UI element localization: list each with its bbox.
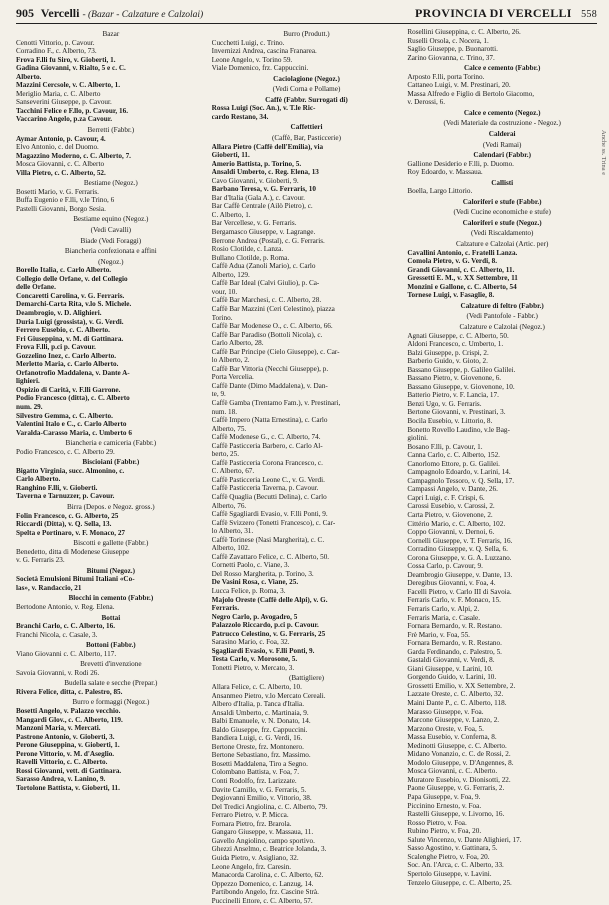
directory-entry: Torino. — [211, 313, 233, 322]
directory-entry: num. 29. — [16, 402, 43, 411]
directory-entry: Leone Angelo, frz. Caresin. — [211, 862, 292, 871]
directory-entry: Perone Giuseppina, v. Gioberti, 1. — [16, 741, 120, 750]
directory-entry: Mosca Giovanni, c. C. Alberto — [16, 160, 105, 169]
directory-entry: Bosetti Angelo, v. Palazzo vecchio. — [16, 707, 121, 716]
directory-entry: lo Alberto, 2. — [211, 356, 250, 365]
directory-entry: Tacchini Felice e F.llo, p. Cavour, 16. — [16, 106, 129, 115]
directory-entry: De Vasini Rosa, c. Viane, 25. — [211, 578, 299, 587]
directory-entry: Amerio Battista, p. Torino, 5. — [211, 159, 302, 168]
directory-entry: Aymar Antonio, p. Cavour, 4. — [16, 134, 106, 143]
directory-entry: Partibondo Angelo, frz. Cascine Strà. — [211, 888, 319, 897]
category-heading: Biscioiani (Fabbr.) — [82, 458, 140, 467]
directory-entry: Ranghino F.lli, v. Gioberti. — [16, 483, 98, 492]
category-heading: Birra (Depos. e Negoz. gross.) — [67, 502, 155, 511]
directory-entry: Deregibus Giovanni, v. Foa, 4. — [407, 579, 496, 588]
directory-entry: Bosano F.lli, p. Cavour, 1. — [407, 442, 483, 451]
directory-entry: Alberto, 75. — [211, 424, 247, 433]
directory-entry: Sgagliardi Evasio, v. F.lli Ponti, 9. — [211, 646, 315, 655]
directory-entry: Varalda-Carasso Maria, c. Umberto 6 — [16, 428, 132, 437]
directory-entry: Bonetto Rovello Laudino, v.le Bag- — [407, 425, 510, 434]
directory-entry: Caffè Pasticceria Taverna, p. Cavour. — [211, 484, 319, 493]
directory-entry: Testa Carlo, v. Morosone, 5. — [211, 655, 298, 664]
directory-entry: Orfanotrofio Maddalena, v. Dante A- — [16, 368, 130, 377]
directory-entry: Bassano Giuseppe, p. Galileo Galilei. — [407, 365, 516, 374]
directory-entry: Guida Pietro, v. Asigliano, 32. — [211, 853, 299, 862]
directory-entry: Del Tredici Angiolina, c. C. Alberto, 79. — [211, 802, 328, 811]
directory-entry: Gioberti, 11. — [211, 151, 250, 160]
directory-entry: Cucchetti Luigi, c. Trino. — [211, 38, 285, 47]
directory-entry: Comola Pietro, v. G. Verdi, 8. — [407, 257, 498, 266]
margin-note: Anche ss. Trina e — [600, 130, 607, 176]
directory-entry: Ospizio di Carità, v. F.lli Garrone. — [16, 385, 121, 394]
directory-entry: Bassano Pietro, v. Giovenone, 6. — [407, 374, 502, 383]
directory-entry: Benedetto, ditta di Modenese Giuseppe — [16, 547, 130, 556]
directory-entry: Davite Camillo, v. G. Ferraris, 5. — [211, 785, 307, 794]
directory-entry: Mazzini Cercsole, v. C. Alberto, 1. — [16, 81, 121, 90]
directory-entry: Caffè Bar Marchesi, c. C. Alberto, 28. — [211, 296, 322, 305]
category-heading: (Vedi Cavalli) — [90, 226, 132, 235]
province-title: PROVINCIA DI VERCELLI — [415, 6, 572, 20]
directory-entry: Valentini Italo e C., c. Carlo Alberto — [16, 420, 127, 429]
directory-entry: Savoia Giovanni, v. Rodi 26. — [16, 668, 100, 677]
directory-entry: Silvestro Gemma, c. C. Alberto. — [16, 411, 113, 420]
directory-entry: Ravelli Vittorio, c. C. Alberto. — [16, 758, 108, 767]
directory-entry: Degiovanni Emilio, v. Vittorio, 38. — [211, 794, 312, 803]
directory-entry: Maini Dante P., c. C. Alberto, 118. — [407, 699, 507, 708]
directory-entry: Caffè Sgagliardi Evasio, v. F.lli Ponti, 9. — [211, 510, 328, 519]
category-heading: Calzature e Calzolai (Artic. per) — [455, 240, 549, 249]
directory-entry: Caffè Bar Vittoria (Necchi Giuseppe), p. — [211, 364, 329, 373]
directory-entry: Marcone Giuseppe, v. Lanzo, 2. — [407, 716, 500, 725]
directory-entry: Concaretti Carolina, v. G. Ferraris. — [16, 291, 125, 300]
directory-entry: Soc. An. l'Arca, c. C. Alberto, 33. — [407, 861, 504, 870]
directory-entry: Sarasino Mario, c. Foa, 32. — [211, 638, 290, 647]
directory-entry: Baldo Giuseppe, frz. Cappuccini. — [211, 725, 308, 734]
directory-entry: Collegio delle Orfane, v. del Collegio — [16, 274, 128, 283]
directory-entry: num. 18. — [211, 407, 238, 416]
directory-entry: Caffè Gamba (Trentamo Fam.), v. Prestinari, — [211, 398, 341, 407]
directory-entry: Rosio Clotilde, c. Lanza. — [211, 245, 284, 254]
directory-entry: te, 9. — [211, 390, 226, 399]
directory-entry: Facelli Pietro, v. Carlo III di Savoia. — [407, 587, 512, 596]
directory-entry: Giani Giuseppe, v. Larini, 10. — [407, 664, 493, 673]
directory-entry: Leone Angelo, v. Torino 59. — [211, 55, 293, 64]
directory-entry: Bassano Giuseppe, v. Giovenone, 10. — [407, 382, 515, 391]
directory-entry: Puccinelli Ettore, c. C. Alberto, 57. — [211, 896, 313, 905]
directory-entry: Rastelli Giuseppe, v. Livorno, 16. — [407, 810, 505, 819]
directory-entry: Marasso Giuseppe, v. Foa. — [407, 707, 484, 716]
directory-entry: Balbi Emanuele, v. N. Donato, 14. — [211, 717, 311, 726]
directory-entry: Merletto Maria, c. Carlo Alberto. — [16, 360, 119, 369]
category-heading: Blocchi in cemento (Fabbr.) — [68, 594, 154, 603]
directory-entry: Bosetti Mario, v. G. Ferraris. — [16, 187, 99, 196]
directory-entry: Agnati Giuseppe, c. C. Alberto, 50. — [407, 331, 509, 340]
directory-entry: Cornelli Giuseppe, v. T. Ferraris, 16. — [407, 536, 513, 545]
directory-entry: Porta Vercelia. — [211, 373, 254, 382]
directory-entry: Papa Giuseppe, v. Foa, 9. — [407, 793, 481, 802]
page-number: 905 — [16, 6, 34, 20]
directory-entry: Manzoni Maria, v. Mercati. — [16, 724, 101, 733]
directory-entry: Lazzate Oreste, c. C. Alberto, 32. — [407, 690, 504, 699]
directory-entry: Cattaneo Luigi, v. M. Prestinari, 20. — [407, 81, 511, 90]
directory-entry: Viale Domenico, frz. Cappuccini. — [211, 64, 309, 73]
directory-entry: Caffè Zavattaro Felice, c. C. Alberto, 50. — [211, 552, 330, 561]
directory-entry: Bertodone Antonio, v. Reg. Elena. — [16, 603, 115, 611]
directory-entry: Tortolone Battista, v. Gioberti, 11. — [16, 783, 120, 792]
directory-entry: Medinotti Giuseppe, c. C. Alberto. — [407, 741, 507, 750]
directory-entry: Riccardi (Ditta), v. Q. Sella, 13. — [16, 520, 112, 529]
directory-entry: Monzini e Gallone, c. C. Alberto, 54 — [407, 282, 517, 291]
directory-entry: Bertone Oreste, frz. Montonero. — [211, 742, 304, 751]
directory-entry: Caffè Pasticceria Barbero, c. Carlo Al- — [211, 441, 323, 450]
columns-container — [16, 28, 597, 905]
directory-entry: Sasso Agostino, v. Gattinara, 5. — [407, 844, 498, 853]
directory-entry: v. G. Ferraris 23. — [16, 556, 65, 565]
directory-entry: Scalenghe Pietro, v. Foa, 20. — [407, 852, 490, 861]
category-heading: Calce e cemento (Fabbr.) — [463, 64, 541, 73]
directory-entry: Bertone Giovanni, v. Prestinari, 3. — [407, 408, 506, 417]
directory-entry: Capri Luigi, c. F. Crispi, 6. — [407, 493, 485, 502]
directory-entry: Garda Ferdinando, c. Palestro, 5. — [407, 647, 502, 656]
directory-entry: Corradino Giuseppe, v. Q. Sella, 6. — [407, 545, 508, 554]
header-right — [415, 6, 597, 21]
directory-entry: Frova F.lli, p.ci p. Cavour. — [16, 343, 96, 352]
directory-entry: Cavallini Antonio, c. Fratelli Lanza. — [407, 248, 518, 257]
directory-entry: Ansanmeo Pietro, v.lo Mercato Cereali. — [211, 691, 326, 700]
directory-entry: Caffè Bar Paradiso (Bottoli Nicola), c. — [211, 330, 323, 339]
directory-entry: Società Emulsioni Bitumi Italiani «Co- — [16, 575, 135, 584]
directory-entry: vour, 10. — [211, 287, 238, 296]
directory-entry: Caffè Dante (Dimo Maddalena), v. Dan- — [211, 381, 328, 390]
directory-entry: Ansaldi Umberto, c. Reg. Elena, 13 — [211, 168, 319, 177]
directory-entry: Piccinino Ernesto, v. Foa. — [407, 801, 482, 810]
category-heading: Caffettieri — [290, 123, 323, 132]
city-name: Vercelli — [40, 6, 80, 20]
directory-entry: Rivera Felice, ditta, c. Palestro, 85. — [16, 687, 123, 696]
directory-entry: Caffè Modenese G., c. C. Alberto, 74. — [211, 433, 321, 442]
column-2 — [212, 28, 402, 905]
directory-entry: Vaccarino Angelo, p.za Cavour. — [16, 115, 113, 124]
directory-entry: Tonetti Pietro, v. Mercato, 3. — [211, 663, 295, 672]
directory-entry: Coppo Giovanni, v. Dernoi, 6. — [407, 528, 495, 537]
directory-entry: Barberio Guido, v. Gioto, 2. — [407, 357, 488, 366]
directory-entry: Bergamasco Giuseppe, v. Lagrange. — [211, 228, 316, 237]
directory-entry: Salute Vincenzo, v. Dante Alighieri, 17. — [407, 835, 522, 844]
directory-entry: Magazzino Moderno, c. C. Alberto, 7. — [16, 151, 131, 160]
directory-entry: Folin Francesco, c. G. Alberto, 25 — [16, 511, 119, 520]
directory-entry: Caffè Torinese (Nasi Margherita), c. C. — [211, 535, 325, 544]
directory-entry: Rosso Pietro, v. Foa. — [407, 818, 467, 827]
category-heading: Bestiame (Negoz.) — [83, 179, 138, 188]
directory-entry: Alberto, 102. — [211, 544, 250, 553]
directory-entry: Caffè Pasticceria Leone C., v. G. Verdi. — [211, 475, 325, 484]
directory-entry: Bullano Clotilde, p. Roma. — [211, 253, 290, 262]
directory-entry: Bosetti Maddalena, Tiro a Segno. — [211, 759, 308, 768]
directory-entry: Borello Italia, c. Carlo Alberto. — [16, 266, 112, 275]
category-heading: (Vedi Materiale da costruzione - Negoz.) — [443, 119, 561, 128]
directory-entry: lo Alberto, 31. — [211, 527, 254, 536]
directory-entry: Mangardi Glov., c. C. Alberto, 119. — [16, 715, 123, 724]
directory-entry: Gressetti E. M., v. XX Settembre, 11 — [407, 274, 518, 283]
category-heading: Caloriferi e stufe (Negoz.) — [462, 218, 542, 227]
directory-entry: Spertolo Giuseppe, v. Lavini. — [407, 869, 492, 878]
directory-entry: Duria Luigi (grossista), v. G. Verdi. — [16, 317, 124, 326]
category-heading: (Vedi Riscaldamento) — [470, 229, 534, 238]
directory-entry: Saglio Giuseppe, p. Buonarotti. — [407, 45, 498, 54]
directory-entry: Bar Caffè Centrale (Ailò Pietro), c. — [211, 202, 313, 211]
category-heading: Callisti — [491, 178, 514, 187]
directory-entry: Pastrone Antonio, v. Gioberti, 3. — [16, 732, 115, 741]
directory-entry: Frova F.lli fu Siro, v. Gioberti, 1. — [16, 55, 116, 64]
page-header — [16, 6, 597, 24]
directory-entry: Podio Francesco, c. C. Alberto 29. — [16, 447, 115, 456]
directory-entry: Bar d'Italia (Gala A.), c. Cavour. — [211, 193, 305, 202]
directory-entry: Rossi Giovanni, vett. di Gattinara. — [16, 766, 122, 775]
directory-entry: Caffè Bar Principe (Cielo Giuseppe), c. Car- — [211, 347, 340, 356]
directory-entry: Caffè Bar Ideal (Calvi Giulio), p. Ca- — [211, 279, 320, 288]
directory-entry: Allara Pietro (Caffè dell'Emilia), via — [211, 142, 324, 151]
category-heading: Calderai — [488, 130, 516, 139]
column-3 — [407, 28, 597, 905]
directory-entry: Gozzelino Inez, c. Carlo Alberto. — [16, 351, 117, 360]
directory-entry: Oppezzo Domenico, c. Lanzug, 14. — [211, 879, 314, 888]
category-heading: Burro (Produtt.) — [283, 30, 330, 38]
directory-entry: Bandiera Luigi, c. G. Verdi, 16. — [211, 734, 303, 743]
directory-entry: Carta Pietro, v. Giovenone, 2. — [407, 510, 493, 519]
directory-entry: Colombano Battista, v. Foa, 7. — [211, 768, 300, 777]
directory-entry: Bocila Eusebio, v. Littorio, 8. — [407, 416, 493, 425]
directory-entry: Boella, Largo Littorio. — [407, 187, 473, 196]
directory-entry: Caffè Bar Mazzini (Ceri Celestino), piazza — [211, 304, 335, 313]
directory-entry: Cornetti Paolo, c. Viane, 3. — [211, 561, 290, 570]
directory-entry: Aldoni Francesco, c. Umberto, 1. — [407, 340, 504, 349]
directory-entry: Tornese Luigi, v. Fasaglie, 8. — [407, 291, 495, 300]
category-heading: Caffè (Fabbr. Surrogati di) — [265, 95, 348, 104]
directory-entry: lighieri. — [16, 377, 40, 386]
directory-entry: Sarasso Andrea, v. Lanino, 9. — [16, 775, 106, 784]
directory-entry: Gastaldi Giovanni, v. Verdi, 8. — [407, 656, 495, 665]
category-heading: Brevetti d'invenzione — [80, 660, 142, 669]
category-heading: Calzature di feltro (Fabbr.) — [460, 301, 544, 310]
directory-entry: Bertone Sebastiano, frz. Massimo. — [211, 751, 311, 760]
directory-entry: Gadina Giovanni, v. Rialto, 5 e c. C. — [16, 64, 126, 73]
directory-entry: Podio Francesco (ditta), c. C. Alberto — [16, 394, 130, 403]
directory-entry: Cavo Giovanni, v. Gioberti, 9. — [211, 176, 299, 185]
category-heading: Caloriferi e stufe (Fabbr.) — [462, 197, 542, 206]
directory-entry: Ferrero Eusebio, c. C. Alberto. — [16, 326, 110, 335]
directory-entry: Tenzelo Giuseppe, c. C. Alberto, 25. — [407, 878, 512, 887]
directory-entry: Palazzolo Riccardo, p.ci p. Cavour. — [211, 621, 319, 630]
directory-entry: Carlo Alberto. — [16, 475, 61, 484]
directory-entry: Carossi Eusebio, v. Carossi, 2. — [407, 502, 495, 511]
directory-entry: Conti Rodolfo, frz. Larizzate. — [211, 777, 297, 786]
category-heading: (Vedi Pantofole - Fabbr.) — [466, 312, 538, 321]
directory-entry: Paone Giuseppe, v. G. Ferraris, 2. — [407, 784, 505, 793]
category-heading: Calzature e Calzolai (Negoz.) — [459, 322, 545, 331]
directory-entry: Cenotti Vittorio, p. Cavour. — [16, 38, 95, 47]
directory-entry: Fornara Bernardo, v. R. Restano. — [407, 639, 502, 648]
category-heading: Bottoni (Fabbr.) — [86, 641, 136, 650]
directory-entry: Ferraris Maria, c. Casale. — [407, 613, 480, 622]
directory-entry: Villa Pietro, c. C. Alberto, 52. — [16, 168, 106, 177]
directory-entry: Balzi Giuseppe, p. Crispi, 2. — [407, 348, 489, 357]
directory-entry: Gavello Angiolino, campo sportivo. — [211, 836, 315, 845]
category-heading: Burro e formaggi (Negoz.) — [72, 698, 150, 707]
directory-entry: Caffè Bar Modenese O., c. C. Alberto, 66. — [211, 322, 333, 331]
directory-entry: Caffè Pasticceria Corona Francesco, c. — [211, 458, 323, 467]
directory-entry: Deambrogio, v. D. Alighieri. — [16, 308, 102, 317]
category-heading: Biancheria confezionata e affini — [64, 247, 157, 256]
directory-entry: Branchi Carlo, c. C. Alberto, 16. — [16, 622, 116, 631]
category-heading: Biancheria e camiceria (Fabbr.) — [65, 439, 157, 448]
category-heading: Calce e cemento (Negoz.) — [463, 108, 541, 117]
directory-entry: Elvo Antonio, c. del Duomo. — [16, 143, 99, 152]
column-1 — [16, 28, 206, 905]
directory-entry: Patrucco Celestino, v. G. Ferraris, 25 — [211, 629, 326, 638]
directory-entry: Caffè Quaglia (Becutti Delina), c. Carlo — [211, 492, 327, 501]
category-heading: (Caffè, Bar, Pasticcerie) — [271, 134, 342, 143]
header-left — [16, 6, 203, 21]
directory-entry: Frè Mario, v. Foa, 55. — [407, 630, 470, 639]
directory-entry: Fri Giuseppina, v. M. di Gattinara. — [16, 334, 124, 343]
directory-entry: Ansaldi Umberto, c. Martinaia, 9. — [211, 708, 309, 717]
directory-entry: C. Alberto, 67. — [211, 467, 255, 476]
directory-entry: Alberto, 129. — [211, 270, 250, 279]
directory-entry: Sanseverini Giuseppe, p. Cavour. — [16, 98, 112, 107]
directory-entry: Campassi Angelo, v. Dante, 26. — [407, 485, 498, 494]
directory-entry: Modolo Giuseppe, v. D'Angennes, 8. — [407, 758, 514, 767]
directory-entry: Lucca Felice, p. Roma, 3. — [211, 587, 286, 595]
header-subtitle: - (Bazar - Calzature e Calzolai) — [82, 10, 204, 20]
category-heading: Budella salate e secche (Prepar.) — [64, 679, 158, 688]
directory-entry: Carlo Alberto, 28. — [211, 339, 264, 348]
directory-entry: v. Derossi, 6. — [407, 98, 446, 107]
directory-entry: Ruselli Orsola, c. Nocera, 1. — [407, 36, 489, 45]
directory-entry: Benzi Ugo, v. G. Ferraris. — [407, 399, 482, 408]
directory-entry: Spelta e Portinaro, v. F. Monaco, 27 — [16, 528, 126, 537]
category-heading: (Negoz.) — [98, 257, 124, 266]
directory-entry: Viano Giovanni c. C. Alberto, 117. — [16, 649, 117, 658]
directory-entry: Taverna e Tarnuzzer, p. Cavour. — [16, 492, 115, 501]
directory-entry: Rossa Luigi (Soc. An.), v. T.le Ric- — [211, 104, 316, 113]
directory-entry: Gallione Desiderio e F.lli, p. Duomo. — [407, 159, 514, 168]
directory-entry: Invernizzi Andrea, cascina Franarea. — [211, 47, 317, 56]
directory-entry: Barbano Teresa, v. G. Ferraris, 10 — [211, 185, 316, 194]
category-heading: (Vedi Cucine economiche e stufe) — [453, 208, 551, 217]
directory-entry: Muratore Eusebio, v. Dionisotti, 22. — [407, 775, 511, 784]
directory-entry: Bar Vercellese, v. G. Ferraris. — [211, 219, 297, 228]
category-heading: (Battigliere) — [288, 674, 325, 683]
directory-entry: Canorlomo Ettore, p. G. Galilei. — [407, 459, 500, 468]
directory-entry: Campagnolo Tessoro, v. Q. Sella, 17. — [407, 476, 515, 485]
directory-entry: las», v. Randaccio, 21 — [16, 583, 82, 592]
category-heading: (Vedi Corna e Pollame) — [272, 85, 341, 94]
category-heading: (Vedi Ramai) — [482, 140, 522, 149]
directory-entry: Ferraris Carlo, v. Alpi, 2. — [407, 605, 480, 613]
category-heading: Caciolagione (Negoz.) — [273, 74, 340, 83]
directory-entry: Berrone Andrea (Postal), c. G. Ferraris. — [211, 236, 325, 245]
category-heading: Biade (Vedi Foraggi) — [80, 236, 142, 245]
directory-entry: Ferraris Carlo, v. F. Monaco, 15. — [407, 596, 501, 605]
directory-entry: Corona Giuseppe, v. G. A. Luzzano. — [407, 553, 512, 562]
directory-entry: Rosellini Giuseppina, c. C. Alberto, 26. — [407, 28, 521, 36]
directory-entry: Gorgendo Guido, v. Larini, 10. — [407, 673, 497, 682]
directory-entry: Alberto, 76. — [211, 501, 247, 510]
directory-entry: Ferraro Pietro, v. P. Micca. — [211, 811, 289, 820]
directory-entry: Demarchi-Carta Rita, v.lo S. Michele. — [16, 300, 132, 309]
directory-entry: Bigatto Virginia, succ. Almonino, c. — [16, 466, 125, 475]
directory-entry: Caffè Adua (Zanoli Mario), c. Carlo — [211, 262, 316, 271]
directory-entry: Arposto F.lli, porta Torino. — [407, 72, 485, 81]
directory-entry: Campagnolo Edoardo, v. Larini, 14. — [407, 468, 511, 477]
directory-entry: Mosca Giovanni, c. C. Alberto. — [407, 767, 498, 776]
directory-entry: Pastelli Giovanni, Borgo Sesia. — [16, 204, 106, 213]
category-heading: Biscotti e gallette (Fabbr.) — [73, 539, 149, 548]
directory-entry: Buffa Eugenio e F.lli, v.le Trino, 6 — [16, 196, 115, 205]
directory-entry: Caffè Svizzero (Tonetti Francesco), c. Car- — [211, 518, 336, 527]
directory-entry: Grandi Giovanni, c. C. Alberto, 11. — [407, 265, 515, 274]
right-page-number: 558 — [581, 9, 597, 20]
directory-entry: Canna Carlo, c. C. Alberto, 152. — [407, 451, 500, 460]
directory-entry: Meriglio Maria, c. C. Alberto — [16, 89, 101, 98]
directory-entry: Negro Carlo, p. Avogadro, 5 — [211, 612, 298, 621]
directory-entry: Cossa Carlo, p. Cavour, 9. — [407, 562, 483, 571]
directory-entry: Allara Felice, c. C. Alberto, 10. — [211, 683, 302, 692]
directory-entry: Fornara Bernardo, v. R. Restano. — [407, 622, 502, 631]
directory-entry: C. Alberto, 1. — [211, 210, 251, 219]
directory-entry: Gangaro Giuseppe, v. Massaua, 11. — [211, 828, 314, 837]
directory-entry: Rubino Pietro, v. Foa, 20. — [407, 827, 482, 836]
directory-entry: Massa Alfredo e Figlio di Bertolo Giacomo, — [407, 89, 535, 98]
directory-entry: Zarino Giovanna, c. Trino, 37. — [407, 53, 495, 62]
category-heading: Calendari (Fabbr.) — [473, 151, 531, 160]
directory-entry: Ghezzi Anselmo, c. Beatrice Jolanda, 3. — [211, 845, 327, 854]
category-heading: Bestiame equino (Negoz.) — [73, 215, 149, 224]
directory-entry: Cittério Mario, c. C. Alberto, 102. — [407, 519, 506, 528]
directory-entry: delle Orfane. — [16, 283, 56, 292]
directory-entry: Roy Edoardo, v. Massaua. — [407, 168, 483, 177]
directory-entry: Fornara Pietro, frz. Brarola. — [211, 819, 292, 828]
directory-entry: Caffè Impero (Natta Ernestina), c. Carlo — [211, 416, 328, 425]
category-heading: Bazar — [102, 30, 120, 38]
directory-entry: Massa Eusebio, v. Conferna, 8. — [407, 733, 497, 742]
category-heading: Berretti (Fabbr.) — [87, 126, 135, 135]
category-heading: Bitumi (Negoz.) — [86, 566, 135, 575]
directory-entry: berto, 25. — [211, 450, 240, 459]
directory-entry: Albero d'Italia, p. Tanca d'Italia. — [211, 700, 305, 709]
directory-entry: giolini. — [407, 434, 428, 443]
directory-entry: Marzono Oreste, v. Foa, 5. — [407, 724, 484, 733]
directory-entry: cardo Restano, 34. — [211, 112, 269, 121]
directory-entry: Del Rosso Margherita, p. Torino, 3. — [211, 569, 314, 578]
directory-entry: Perone Vittorio, v. M. d'Aseglio. — [16, 749, 115, 758]
directory-entry: Manacorda Carolina, c. C. Alberto, 62. — [211, 871, 324, 880]
directory-entry: Ferraris. — [211, 604, 240, 613]
category-heading: Bottai — [101, 613, 121, 622]
directory-entry: Corradino F., c. Alberto, 73. — [16, 47, 97, 56]
directory-entry: Deambrogio Giuseppe, v. Dante, 13. — [407, 570, 513, 579]
directory-entry: Grossetti Emilio, v. XX Settembre, 2. — [407, 681, 516, 690]
directory-entry: Alberto. — [16, 72, 42, 81]
directory-entry: Batterio Pietro, v. F. Lancia, 17. — [407, 391, 499, 400]
directory-entry: Franchi Nicola, c. Casale, 3. — [16, 630, 98, 639]
directory-entry: Midano Vonanzio, c. C. de Rossi, 2. — [407, 750, 511, 759]
directory-entry: Majolo Oreste (Caffè delle Alpi), v. G. — [211, 595, 328, 604]
